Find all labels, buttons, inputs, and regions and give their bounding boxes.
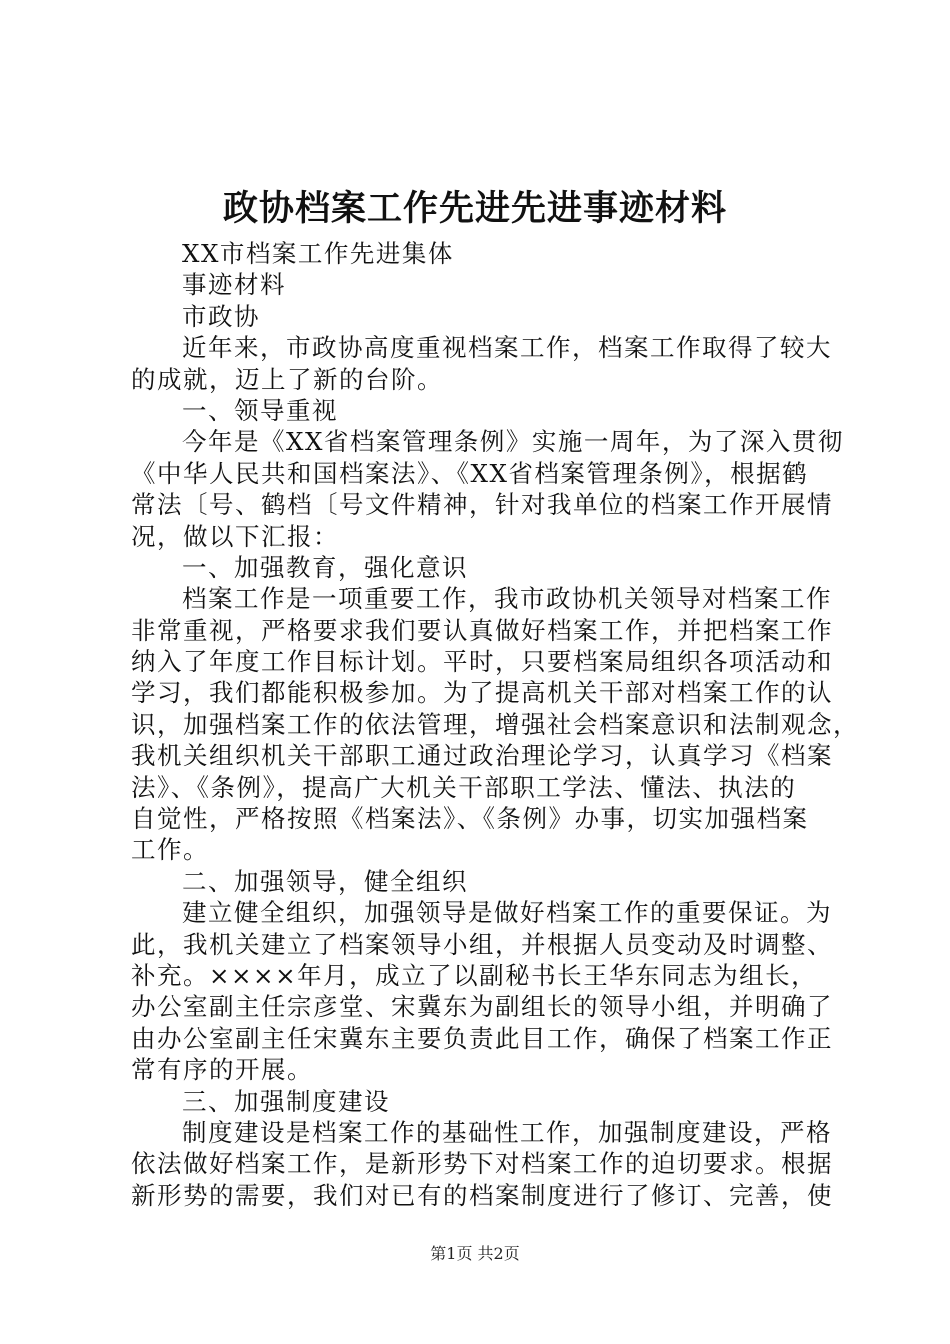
text-line: 办公室副主任宗彦堂、宋冀东为副组长的领导小组，并明确了: [131, 992, 833, 1022]
text-line: 工作。: [131, 835, 209, 865]
text-line: 况，做以下汇报：: [131, 521, 339, 551]
text-line: 补充。××××年月，成立了以副秘书长王华东同志为组长，: [131, 960, 818, 990]
text-line: XX市档案工作先进集体: [182, 239, 454, 268]
text-line: 学习，我们都能积极参加。为了提高机关干部对档案工作的认: [131, 678, 833, 708]
text-line: 市政协: [182, 301, 260, 331]
text-line: 识，加强档案工作的依法管理，增强社会档案意识和法制观念，: [131, 709, 859, 739]
text-line: 制度建设是档案工作的基础性工作，加强制度建设，严格: [182, 1117, 832, 1147]
text-line: 《中华人民共和国档案法》、《XX省档案管理条例》，根据鹤: [131, 458, 809, 488]
section-heading: 二、加强领导，健全组织: [182, 866, 468, 896]
page-footer: 第1页 共2页: [430, 1244, 520, 1263]
section-heading: 一、加强教育，强化意识: [182, 552, 468, 582]
text-line: 新形势的需要，我们对已有的档案制度进行了修订、完善，使: [131, 1180, 833, 1210]
text-line: 由办公室副主任宋冀东主要负责此目工作，确保了档案工作正: [131, 1023, 833, 1053]
section-heading: 一、领导重视: [182, 395, 338, 425]
text-line: 今年是《XX省档案管理条例》实施一周年，为了深入贯彻: [182, 427, 844, 457]
text-line: 纳入了年度工作目标计划。平时，只要档案局组织各项活动和: [131, 647, 833, 677]
text-line: 非常重视，严格要求我们要认真做好档案工作，并把档案工作: [131, 615, 833, 645]
text-line: 法》、《条例》，提高广大机关干部职工学法、懂法、执法的: [131, 772, 797, 802]
text-line: 常有序的开展。: [131, 1055, 313, 1085]
text-line: 自觉性，严格按照《档案法》、《条例》办事，切实加强档案: [131, 804, 809, 834]
text-line: 档案工作是一项重要工作，我市政协机关领导对档案工作: [182, 584, 832, 614]
text-line: 建立健全组织，加强领导是做好档案工作的重要保证。为: [182, 898, 832, 928]
text-line: 依法做好档案工作，是新形势下对档案工作的迫切要求。根据: [131, 1149, 833, 1179]
text-line: 近年来，市政协高度重视档案工作，档案工作取得了较大: [182, 333, 832, 363]
text-line: 常法〔号、鹤档〔号文件精神，针对我单位的档案工作开展情: [131, 490, 833, 520]
section-heading: 三、加强制度建设: [182, 1086, 390, 1116]
document-title: 政协档案工作先进先进事迹材料: [222, 188, 727, 229]
text-line: 此，我机关建立了档案领导小组，并根据人员变动及时调整、: [131, 929, 833, 959]
text-line: 的成就，迈上了新的台阶。: [131, 364, 443, 394]
document-body: [131, 238, 859, 1211]
text-line: 我机关组织机关干部职工通过政治理论学习，认真学习《档案: [131, 741, 833, 771]
text-line: 事迹材料: [182, 270, 286, 300]
